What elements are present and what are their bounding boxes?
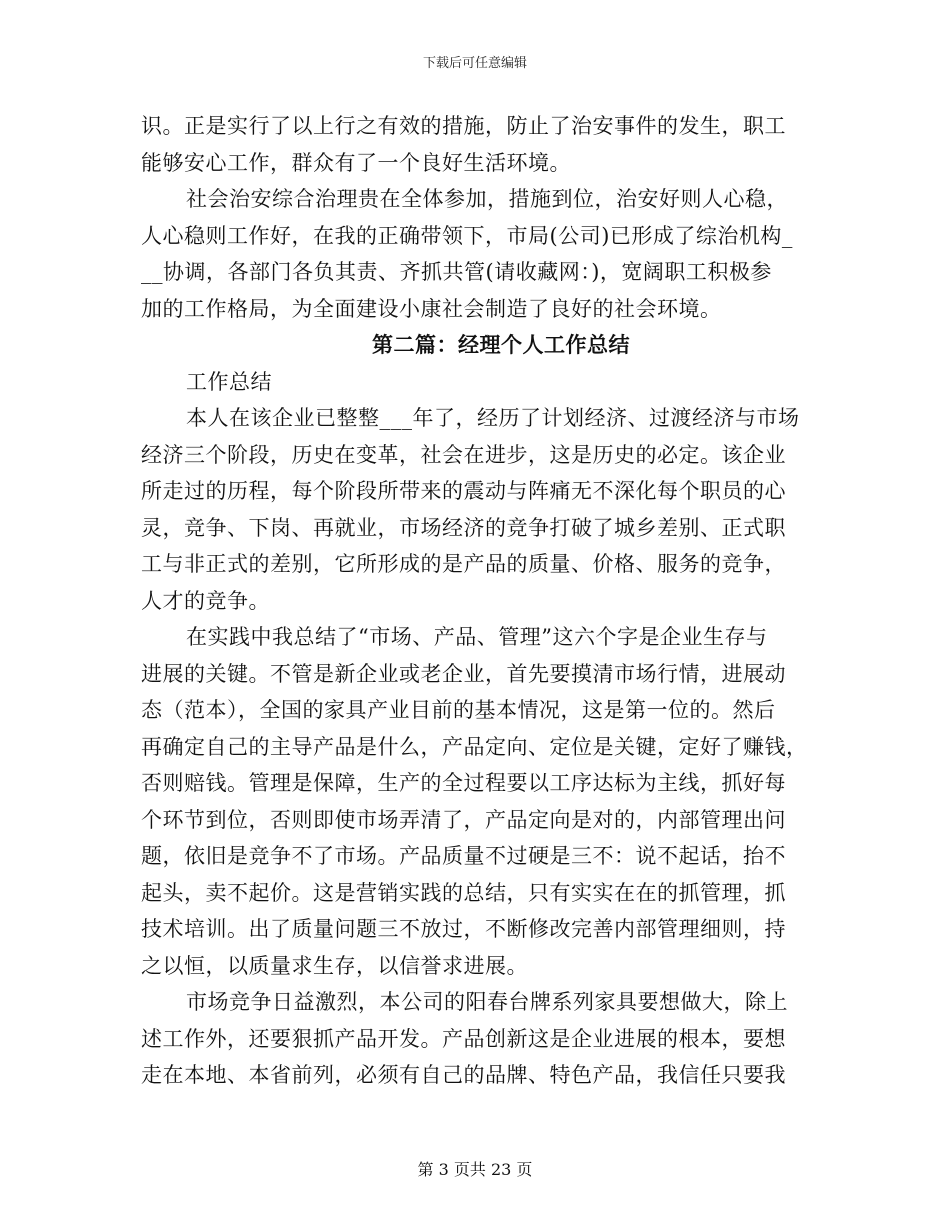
text-line: 起头，卖不起价。这是营销实践的总结，只有实实在在的抓管理，抓 [141, 880, 786, 905]
text-line: 所走过的历程，每个阶段所带来的震动与阵痛无不深化每个职员的心 [141, 479, 786, 503]
text-line: 社会治安综合治理贵在全体参加，措施到位，治安好则人心稳， [186, 187, 788, 211]
text-line: 之以恒，以质量求生存，以信誉求进展。 [141, 953, 528, 978]
text-line: 走在本地、本省前列，必须有自己的品牌、特色产品，我信任只要我 [141, 1063, 786, 1087]
text-line: 本人在该企业已整整___年了，经历了计划经济、过渡经济与市场 [186, 406, 800, 430]
text-line: 进展的关键。不管是新企业或老企业，首先要摸清市场行情，进展动 [141, 661, 786, 686]
text-line: 加的工作格局，为全面建设小康社会制造了良好的社会环境。 [141, 296, 722, 321]
text-line: 识。正是实行了以上行之有效的措施，防止了治安事件的发生，职工 [141, 114, 786, 138]
text-line: 能够安心工作，群众有了一个良好生活环境。 [141, 150, 571, 175]
text-line: 题，依旧是竞争不了市场。产品质量不过硬是三不：说不起话，抬不 [141, 844, 786, 868]
text-line: 个环节到位，否则即使市场弄清了，产品定向是对的，内部管理出问 [141, 807, 786, 832]
text-line: 否则赔钱。管理是保障，生产的全过程要以工序达标为主线，抓好每 [141, 771, 786, 795]
section-title: 第二篇：经理个人工作总结 [372, 332, 630, 357]
header-note: 下载后可任意编辑 [422, 56, 527, 71]
text-line: 人才的竞争。 [141, 588, 270, 613]
text-line: 技术培训。出了质量问题三不放过，不断修改完善内部管理细则，持 [141, 917, 786, 941]
text-line: 工与非正式的差别，它所形成的是产品的质量、价格、服务的竞争， [141, 552, 786, 576]
text-line: 在实践中我总结了“市场、产品、管理”这六个字是企业生存与 [186, 625, 768, 649]
text-line: 述工作外，还要狠抓产品开发。产品创新这是企业进展的根本，要想 [141, 1026, 786, 1051]
text-line: 工作总结 [186, 369, 272, 394]
text-line: 再确定自己的主导产品是什么，产品定向、定位是关键，定好了赚钱， [141, 734, 808, 759]
text-line: __协调，各部门各负其责、齐抓共管(请收藏网：)，宽阔职工积极参 [141, 260, 772, 284]
body-text [141, 108, 821, 1094]
text-line: 人心稳则工作好，在我的正确带领下，市局(公司)已形成了综治机构_ [141, 223, 793, 248]
text-line: 市场竞争日益激烈，本公司的阳春台牌系列家具要想做大，除上 [186, 990, 788, 1014]
text-line: 灵，竞争、下岗、再就业，市场经济的竞争打破了城乡差别、正式职 [141, 515, 786, 540]
text-line: 经济三个阶段，历史在变革，社会在进步，这是历史的必定。该企业 [141, 442, 786, 467]
page-number: 第 3 页共 23 页 [417, 1160, 533, 1179]
text-line: 态（范本），全国的家具产业目前的基本情况，这是第一位的。然后 [141, 698, 776, 722]
